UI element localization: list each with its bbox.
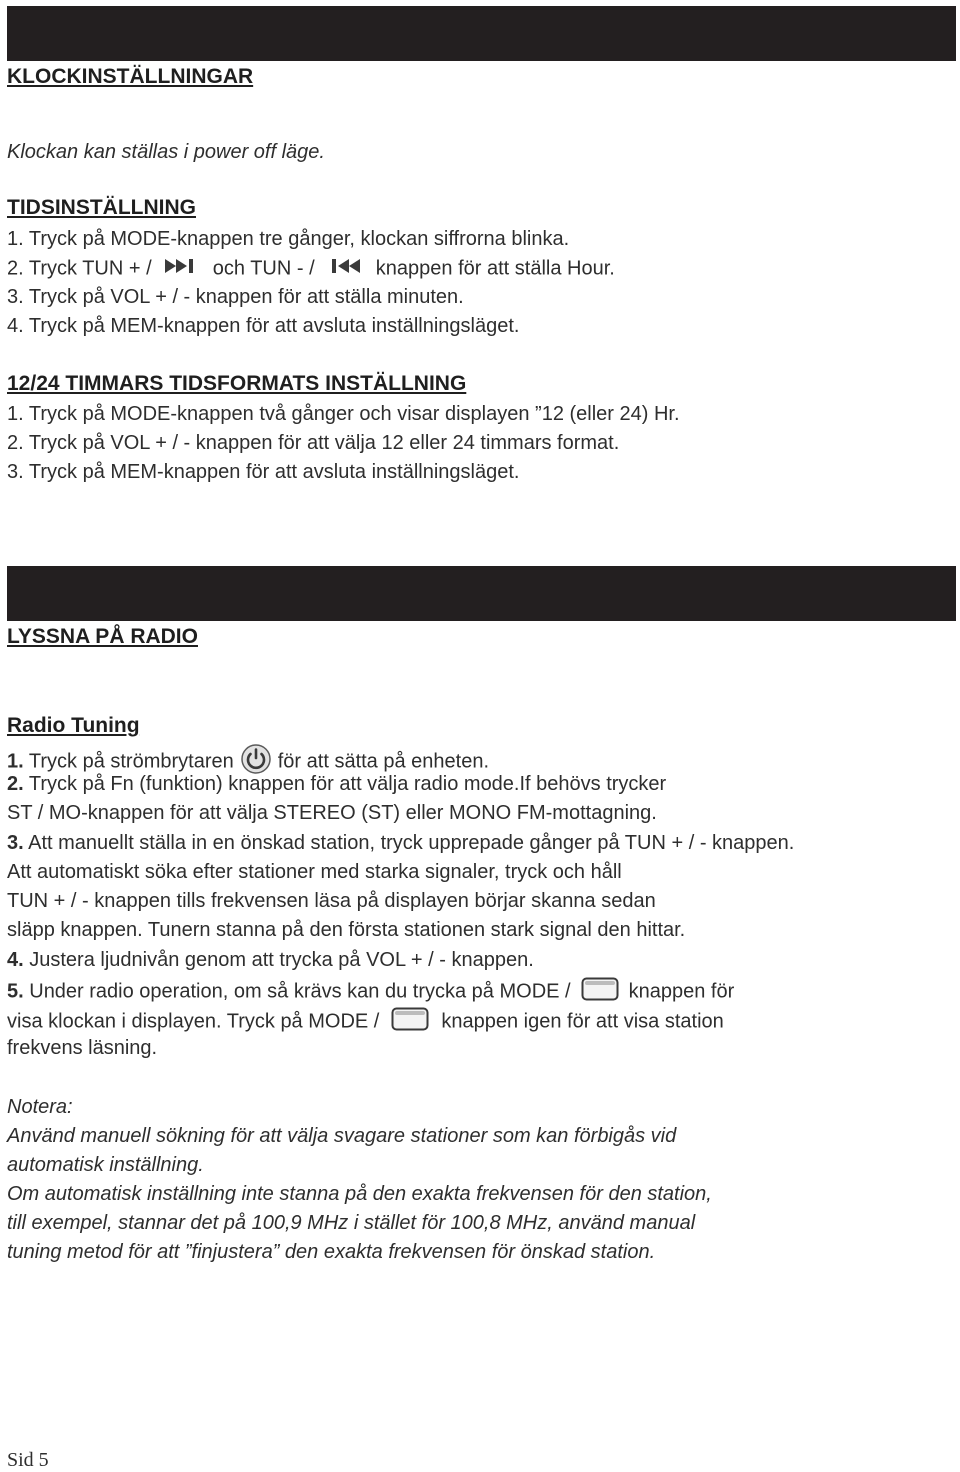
- time-step-4: 4. Tryck på MEM-knappen för att avsluta inställningsläget.: [7, 315, 520, 337]
- radio-step-3-number: 3.: [7, 832, 24, 854]
- radio-step-2-number: 2.: [7, 773, 24, 795]
- time-step-2-part-a: 2. Tryck TUN + /: [7, 257, 158, 280]
- note-label: Notera:: [7, 1096, 73, 1118]
- mode-icon: [391, 1007, 429, 1037]
- clock-settings-heading: KLOCKINSTÄLLNINGAR: [7, 65, 254, 88]
- radio-step-5-number: 5.: [7, 980, 24, 1003]
- clock-intro: Klockan kan ställas i power off läge.: [7, 141, 325, 163]
- page-number: Sid 5: [7, 1449, 49, 1471]
- radio-step-1-part-a: Tryck på strömbrytaren: [23, 750, 234, 773]
- radio-step-5-part-a: Under radio operation, om så krävs kan du trycka på MODE /: [23, 980, 571, 1003]
- radio-step-3: [7, 831, 794, 855]
- radio-step-5-cont: [7, 1007, 724, 1037]
- time-step-1: 1. Tryck på MODE-knappen tre gånger, klockan siffrorna blinka.: [7, 228, 570, 250]
- section-header-bar: [7, 566, 956, 621]
- radio-heading: LYSSNA PÅ RADIO: [7, 625, 198, 648]
- note-line-4: till exempel, stannar det på 100,9 MHz i stället för 100,8 MHz, använd manual: [7, 1212, 696, 1234]
- note-line-3: Om automatisk inställning inte stanna på den exakta frekvensen för den station,: [7, 1183, 712, 1205]
- format-step-2: 2. Tryck på VOL + / - knappen för att välja 12 eller 24 timmars format.: [7, 432, 620, 454]
- radio-step-2-cont: ST / MO-knappen för att välja STEREO (ST) eller MONO FM-mottagning.: [7, 802, 657, 824]
- note-line-1: Använd manuell sökning för att välja svagare stationer som kan förbigås vid: [7, 1125, 677, 1147]
- radio-step-5-cont-2: frekvens läsning.: [7, 1037, 158, 1059]
- radio-step-3-cont-3: släpp knappen. Tunern stanna på den första stationen stark signal den hittar.: [7, 919, 686, 941]
- skip-forward-icon: [163, 256, 201, 282]
- time-step-2-part-c: knappen för att ställa Hour.: [370, 257, 615, 280]
- radio-step-1-number: 1.: [7, 750, 24, 773]
- radio-step-3-cont-1: Att automatiskt söka efter stationer med starka signaler, tryck och håll: [7, 861, 622, 883]
- radio-step-4-text: Justera ljudnivån genom att trycka på VOL + / - knappen.: [23, 949, 534, 971]
- radio-step-5-cont-part-b: knappen igen för att visa station: [441, 1010, 724, 1033]
- note-line-5: tuning metod för att ”finjustera” den exakta frekvensen för önskad station.: [7, 1241, 656, 1263]
- time-step-2-part-b: och TUN - /: [207, 257, 321, 280]
- radio-step-5-cont-part-a: visa klockan i displayen. Tryck på MODE /: [7, 1010, 380, 1033]
- time-step-2: [7, 256, 615, 282]
- radio-step-5: [7, 977, 734, 1007]
- time-step-3: 3. Tryck på VOL + / - knappen för att ställa minuten.: [7, 286, 464, 308]
- radio-step-5-part-b: knappen för: [628, 980, 735, 1003]
- radio-step-2: [7, 772, 666, 796]
- format-step-1: 1. Tryck på MODE-knappen två gånger och visar displayen ”12 (eller 24) Hr.: [7, 403, 680, 425]
- radio-tuning-heading: Radio Tuning: [7, 714, 140, 737]
- note-line-2: automatisk inställning.: [7, 1154, 204, 1176]
- radio-step-1-part-b: för att sätta på enheten.: [277, 750, 490, 773]
- radio-step-4: [7, 948, 534, 972]
- format-step-3: 3. Tryck på MEM-knappen för att avsluta inställningsläget.: [7, 461, 520, 483]
- time-format-heading: 12/24 TIMMARS TIDSFORMATS INSTÄLLNING: [7, 372, 467, 395]
- radio-step-3-text: Att manuellt ställa in en önskad station, tryck upprepade gånger på TUN + / - knappen.: [23, 832, 795, 854]
- radio-step-4-number: 4.: [7, 949, 24, 971]
- skip-back-icon: [326, 256, 364, 282]
- radio-step-3-cont-2: TUN + / - knappen tills frekvensen läsa på displayen börjar skanna sedan: [7, 890, 656, 912]
- top-header-bar: [7, 6, 956, 61]
- mode-icon: [581, 977, 619, 1007]
- time-setting-heading: TIDSINSTÄLLNING: [7, 196, 196, 219]
- radio-step-2-text: Tryck på Fn (funktion) knappen för att välja radio mode.If behövs trycker: [23, 773, 667, 795]
